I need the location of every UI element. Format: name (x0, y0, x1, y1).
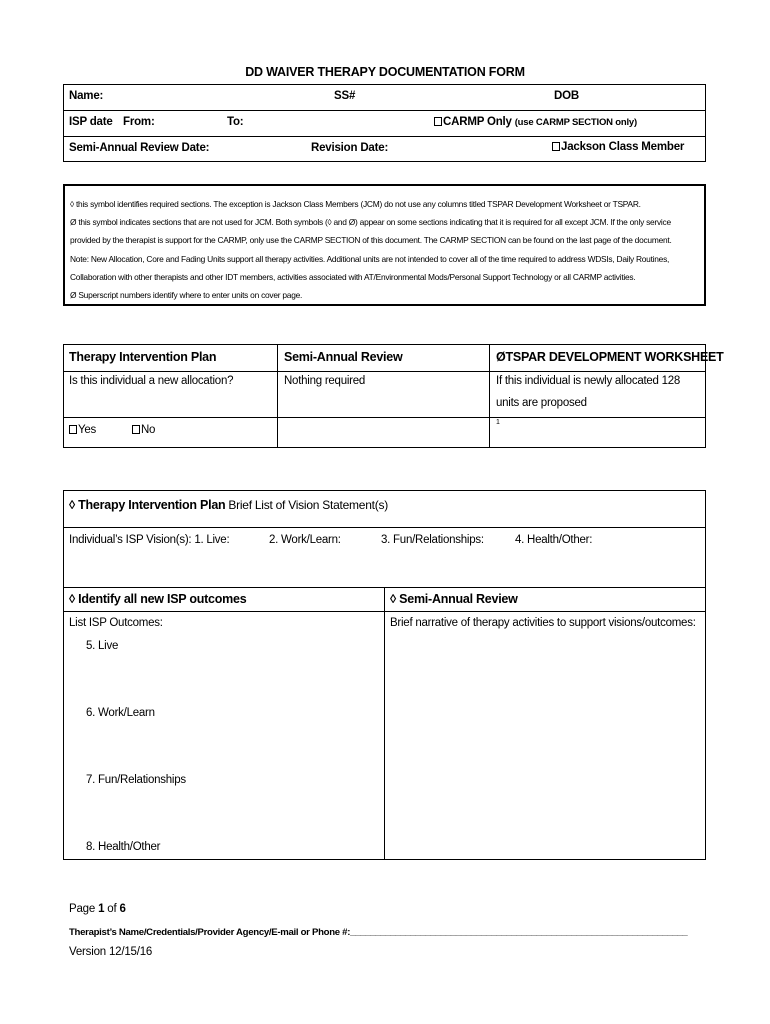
header-row-isp (64, 111, 705, 137)
page-total: 6 (119, 903, 126, 915)
vision-header-bold: ◊ Therapy Intervention Plan (69, 498, 226, 512)
review-narrative-label: Brief narrative of therapy activities to support visions/outcomes: (390, 617, 696, 629)
list-outcomes-label: List ISP Outcomes: (69, 617, 163, 629)
nothing-required-text: Nothing required (284, 375, 366, 387)
vision-header-normal: Brief List of Vision Statement(s) (228, 498, 388, 512)
note-line: Ø Superscript numbers identify where to enter units on cover page. (70, 290, 303, 301)
jackson-label: Jackson Class Member (561, 141, 685, 153)
note-line: Collaboration with other therapists and other IDT members, activities associated with AT/Environmental Mods/Personal Support Technology or all CARMP activities. (70, 271, 636, 282)
no-checkbox[interactable] (132, 425, 140, 434)
no-option[interactable] (132, 424, 155, 436)
column-divider (384, 587, 385, 859)
no-label: No (141, 424, 156, 436)
header-row-name (64, 85, 705, 111)
yes-option[interactable] (69, 424, 96, 436)
outcome-live: 5. Live (86, 640, 119, 652)
revision-date-label: Revision Date: (311, 142, 389, 154)
semi-annual-review-date-label: Semi-Annual Review Date: (69, 142, 210, 154)
header-table (63, 84, 706, 162)
therapist-signature-line: Therapist’s Name/Credentials/Provider Agency/E-mail or Phone #:___________________________________________________________________ (69, 927, 688, 938)
jackson-checkbox[interactable] (552, 142, 560, 151)
note-line: Ø this symbol indicates sections that are not used for JCM. Both symbols (◊ and Ø) appear on some sections indicating that it is required for all except JCM. If the only service (70, 217, 671, 228)
yes-label: Yes (78, 424, 97, 436)
page-number (69, 903, 126, 915)
row-divider (64, 527, 705, 528)
outcome-work-learn: 6. Work/Learn (86, 707, 155, 719)
tspar-worksheet-header: ØTSPAR DEVELOPMENT WORKSHEET (496, 350, 724, 364)
outcome-health-other: 8. Health/Other (86, 841, 161, 853)
isp-vision-fun-label: 3. Fun/Relationships: (381, 534, 484, 546)
proposed-units-text: If this individual is newly allocated 128 units are proposed (496, 375, 681, 409)
header-row-review (64, 137, 705, 163)
dob-label: DOB (554, 90, 579, 102)
instructions-box (63, 184, 706, 306)
column-divider (489, 345, 490, 447)
form-title: DD WAIVER THERAPY DOCUMENTATION FORM (245, 65, 525, 79)
jackson-class-option[interactable] (552, 141, 684, 153)
vision-header (69, 498, 388, 512)
identify-outcomes-header: ◊ Identify all new ISP outcomes (69, 592, 247, 606)
note-line: ◊ this symbol identifies required sections. The exception is Jackson Class Members (JCM) do not use any columns titled TSPAR Development Worksheet or TSPAR. (70, 199, 641, 209)
semi-annual-review-header-2: ◊ Semi-Annual Review (390, 592, 518, 606)
units-superscript: 1 (496, 419, 500, 426)
version-label: Version 12/15/16 (69, 946, 153, 958)
page-current: 1 (98, 903, 105, 915)
carmp-note: (use CARMP SECTION only) (514, 117, 637, 128)
isp-vision-live-label: Individual’s ISP Vision(s): 1. Live: (69, 534, 230, 546)
therapy-intervention-plan-header: Therapy Intervention Plan (69, 350, 217, 364)
outcome-fun-relationships: 7. Fun/Relationships (86, 774, 186, 786)
note-line: Note: New Allocation, Core and Fading Units support all therapy activities. Additional units are not intended to cover all of the time required to address WDSIs, Daily Routines, (70, 253, 670, 264)
from-label: From: (123, 116, 155, 128)
note-line: provided by the therapist is support for the CARMP, only use the CARMP SECTION of this document. The CARMP SECTION can be found on the last page of the document. (70, 235, 672, 246)
ss-label: SS# (334, 90, 356, 102)
new-allocation-question: Is this individual a new allocation? (69, 375, 234, 387)
intervention-table (63, 344, 724, 448)
column-divider (277, 345, 278, 447)
row-divider (64, 417, 705, 418)
page-prefix: Page (69, 903, 96, 915)
isp-vision-work-label: 2. Work/Learn: (269, 534, 341, 546)
semi-annual-review-header: Semi-Annual Review (284, 350, 403, 364)
yes-checkbox[interactable] (69, 425, 77, 434)
to-label: To: (227, 116, 244, 128)
isp-date-label: ISP date (69, 116, 113, 128)
name-label: Name: (69, 90, 104, 102)
vision-outcomes-table (63, 490, 706, 860)
isp-vision-health-label: 4. Health/Other: (515, 534, 593, 546)
carmp-checkbox[interactable] (434, 117, 442, 126)
carmp-only-option[interactable] (434, 116, 637, 128)
carmp-label: CARMP Only (443, 116, 512, 128)
page-of: of (107, 903, 117, 915)
